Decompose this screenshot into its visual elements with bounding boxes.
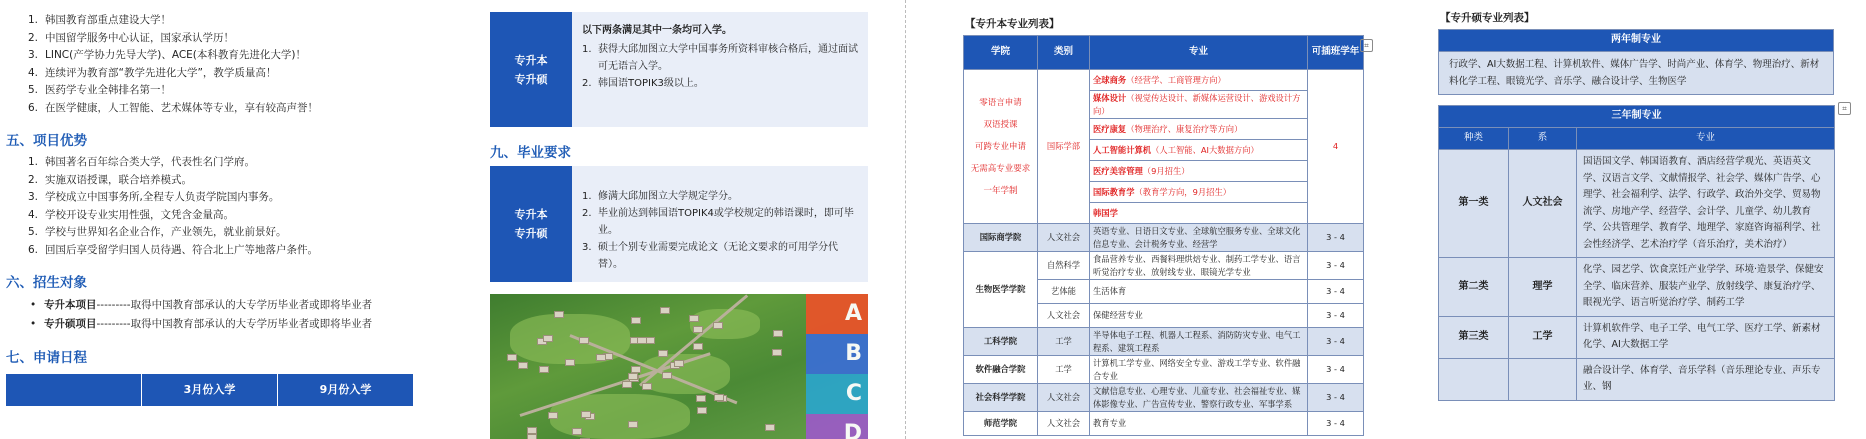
map-building [518, 362, 528, 369]
intl-major-name: 国际教育学 [1093, 186, 1135, 197]
map-building [765, 424, 775, 431]
item-text: LINC(产学协力先导大学)、ACE(本科教育先进化大学)！ [45, 49, 306, 61]
item-number: 4. [28, 208, 39, 221]
years-cell: 3 - 4 [1308, 356, 1364, 384]
majors-cell: 食品营养专业、西餐料理烘焙专业、制药工学专业、语言听觉治疗专业、放射线专业、眼镜光学专业 [1090, 252, 1308, 280]
section-9-title: 九、毕业要求 [490, 145, 571, 161]
college-cell: 软件融合学院 [964, 356, 1038, 384]
section-5-title: 五、项目优势 [6, 133, 87, 149]
intl-major-name: 人工智能计算机 [1093, 144, 1152, 155]
item-text: 在医学健康，人工智能、艺术媒体等专业，享有较高声誉！ [45, 101, 318, 114]
table-row [964, 252, 1364, 280]
admission-head: 以下两条满足其中一条均可入学。 [582, 25, 732, 36]
years-cell: 3 - 4 [1308, 224, 1364, 252]
intl-major-note: （人工智能、AI大数据方向） [1151, 144, 1259, 155]
item-text: 实施双语授课，联合培养模式。 [45, 173, 192, 186]
schedule-header-september: 9月份入学 [278, 374, 414, 406]
years-cell: 3 - 4 [1308, 252, 1364, 280]
highlight-item [28, 30, 470, 48]
upgrade-table-title: 【专升本专业列表】 [965, 18, 1060, 30]
years-cell: 3 - 4 [1308, 304, 1364, 328]
majors-cell: 保健经营专业 [1090, 304, 1308, 328]
advantage-item [28, 207, 470, 225]
intl-major-cell [1090, 161, 1308, 182]
graduation-requirements [490, 166, 868, 282]
page-column-1 [0, 0, 470, 439]
item-number: 5. [28, 226, 39, 238]
majors-cell: 生活体育 [1090, 280, 1308, 304]
intl-major-cell [1090, 119, 1308, 140]
map-legend-letter: D [806, 414, 868, 439]
map-building [689, 315, 699, 322]
category-cell: 人文社会 [1038, 304, 1090, 328]
map-building [637, 337, 647, 344]
item-text: 硕士个别专业需要完成论文（无论文要求的可用学分代替）。 [598, 242, 838, 270]
category-cell: 工学 [1038, 328, 1090, 356]
majors-cell: 计算机软件学、电子工学、电气工学、医疗工学、新素材化学、AI大数据工学 [1577, 316, 1835, 358]
bullet-icon: • [30, 318, 37, 330]
map-building [642, 383, 652, 390]
intl-major-note: （视觉传达设计、新媒体运营设计、游戏设计方向） [1093, 93, 1301, 116]
item-text: 学校与世界知名企业合作，产业领先，就业前景好。 [45, 226, 287, 238]
intl-major-name: 媒体设计 [1093, 93, 1127, 103]
highlight-item [28, 47, 470, 65]
label-line: 专升硕 [514, 227, 548, 240]
schedule-header-blank [6, 374, 142, 406]
map-building [548, 412, 558, 419]
item-number: 1. [582, 44, 592, 55]
page-column-4 [1430, 0, 1866, 439]
graduation-label [490, 166, 572, 282]
page-column-2 [490, 0, 870, 439]
item-number: 2. [582, 78, 592, 89]
table-row [964, 384, 1364, 412]
map-building [696, 395, 706, 402]
table-row [1439, 150, 1835, 258]
item-number: 1. [28, 156, 39, 168]
years-cell: 3 - 4 [1308, 328, 1364, 356]
highlight-item [28, 100, 470, 118]
expand-icon[interactable]: ⌗ [1838, 102, 1851, 115]
intl-college-line: 双语授课 [983, 119, 1018, 130]
map-building [527, 434, 537, 439]
category-cell: 自然科学 [1038, 252, 1090, 280]
highlight-item [28, 65, 470, 83]
map-building [674, 360, 684, 367]
table-row [964, 70, 1364, 91]
item-number: 3. [28, 191, 39, 203]
schedule-header-march: 3月份入学 [142, 374, 278, 406]
advantage-item [28, 172, 470, 190]
table-row [1439, 316, 1835, 358]
bullet-icon: • [30, 299, 37, 311]
intl-major-note: （经营学、工商管理方向） [1126, 74, 1226, 85]
item-number: 5. [28, 84, 39, 96]
requirement-item [582, 205, 860, 239]
label-line: 专升本 [514, 53, 548, 67]
college-cell: 国际商学院 [964, 224, 1038, 252]
map-building [713, 322, 723, 329]
map-building [660, 307, 670, 314]
category-cell: 工学 [1038, 356, 1090, 384]
item-number: 6. [28, 101, 39, 114]
kind-cell: 第三类 [1439, 316, 1509, 358]
intl-college-line: 无需高专业要求 [970, 163, 1031, 174]
item-text: 修满大邱加图立大学规定学分。 [598, 191, 738, 202]
item-text: 学校成立中国事务所,全程专人负责学院国内事务。 [45, 191, 280, 203]
advantage-item [28, 189, 470, 207]
expand-icon[interactable]: ⌗ [1360, 39, 1373, 52]
years-cell: 3 - 4 [1308, 384, 1364, 412]
target-program: 专升硕项目 [44, 318, 97, 330]
item-number: 2. [28, 31, 39, 44]
highlight-item [28, 12, 470, 30]
map-building [527, 427, 537, 434]
majors-cell: 化学、园艺学、饮食烹饪产业学学、环境·造景学、保健安全学、临床营养、服装产业学、放射线学、康复治疗学、眼视光学、语言听觉治疗学、制药工学 [1577, 258, 1835, 317]
item-text: 韩国语TOPIK3级以上。 [598, 78, 704, 89]
item-text: 韩国著名百年综合类大学，代表性名门学府。 [45, 156, 255, 168]
page-column-3 [955, 0, 1375, 439]
page-divider [905, 0, 906, 439]
advantages-list [0, 154, 470, 259]
intl-major-note: （物理治疗、康复治疗等方向） [1126, 123, 1243, 134]
section-7-title: 七、申请日程 [6, 350, 87, 366]
category-cell: 人文社会 [1038, 384, 1090, 412]
item-text: 获得大邱加图立大学中国事务所资料审核合格后，通过面试可无语言入学。 [598, 44, 858, 72]
advantage-item [28, 242, 470, 260]
item-text: 中国留学服务中心认证，国家承认学历！ [45, 31, 234, 44]
schedule-header [6, 374, 414, 406]
table-row [1439, 358, 1835, 400]
map-building [507, 354, 517, 361]
kind-cell [1439, 358, 1509, 400]
campus-map-image [490, 294, 868, 439]
map-building [581, 411, 591, 418]
highlight-item [28, 82, 470, 100]
target-text: ---------取得中国教育部承认的大专学历毕业者或即将毕业者 [96, 299, 373, 311]
kind-cell: 第二类 [1439, 258, 1509, 317]
majors-cell: 英语专业、日语日文专业、全球航空服务专业、全球文化信息专业、会计税务专业、经营学 [1090, 224, 1308, 252]
map-building [773, 330, 783, 337]
intl-college-line: 可跨专业申请 [974, 141, 1026, 152]
category-cell: 人文社会 [1038, 412, 1090, 436]
target-item [30, 315, 470, 334]
header-kind: 种类 [1439, 128, 1509, 150]
intl-major-note: （教育学方向，9月招生） [1134, 186, 1232, 197]
dept-cell: 理学 [1509, 258, 1577, 317]
majors-cell: 半导体电子工程、机器人工程系、消防防灾专业、电气工程系、建筑工程系 [1090, 328, 1308, 356]
map-building [658, 350, 668, 357]
label-line: 专升本 [514, 208, 548, 221]
graduation-body [572, 166, 868, 282]
category-cell: 艺体能 [1038, 280, 1090, 304]
item-number: 3. [28, 49, 39, 61]
item-text: 连续评为教育部“教学先进化大学”，教学质量高！ [45, 66, 277, 79]
label-line: 专升硕 [514, 72, 548, 86]
map-building [697, 407, 707, 414]
intl-major-name: 韩国学 [1093, 207, 1118, 218]
majors-cell: 融合设计学、体育学、音乐学科（音乐理论专业、声乐专业、钢 [1577, 358, 1835, 400]
category-cell: 人文社会 [1038, 224, 1090, 252]
header-dept: 系 [1509, 128, 1577, 150]
table-row [1439, 258, 1835, 317]
majors-cell: 计算机工学专业、网络安全专业、游戏工学专业、软件融合专业 [1090, 356, 1308, 384]
intl-major-note: （9月招生） [1142, 165, 1190, 176]
map-building [628, 373, 638, 380]
item-number: 2. [582, 208, 592, 219]
table-row [964, 412, 1364, 436]
table-row [964, 224, 1364, 252]
item-text: 韩国教育部重点建设大学！ [45, 14, 171, 26]
map-building [772, 349, 782, 356]
requirement-item [582, 188, 860, 205]
header-years: 可插班学年 [1308, 36, 1364, 70]
intl-category-cell: 国际学部 [1038, 70, 1090, 224]
map-building [693, 326, 703, 333]
master-table-title: 【专升硕专业列表】 [1440, 12, 1535, 24]
map-building [579, 337, 589, 344]
map-legend-letter: C [806, 374, 868, 414]
target-text: ---------取得中国教育部承认的大专学历毕业者或即将毕业者 [96, 318, 373, 330]
upgrade-majors-table [963, 35, 1364, 436]
header-majors: 专业 [1577, 128, 1835, 150]
table-row [964, 328, 1364, 356]
header-major: 专业 [1090, 36, 1308, 70]
intl-years-cell: 4 [1308, 70, 1364, 224]
majors-cell: 教育专业 [1090, 412, 1308, 436]
map-legend [806, 294, 868, 439]
item-number: 6. [28, 243, 39, 256]
item-number: 3. [582, 242, 592, 253]
item-number: 1. [582, 191, 592, 202]
admission-body [572, 12, 868, 127]
intl-major-cell [1090, 140, 1308, 161]
intl-major-name: 全球商务 [1093, 74, 1127, 85]
two-year-table [1438, 29, 1834, 95]
map-legend-letter: A [806, 294, 868, 334]
item-number: 1. [28, 14, 39, 26]
intl-college-cell [964, 70, 1038, 224]
college-cell: 工科学院 [964, 328, 1038, 356]
map-building [554, 311, 564, 318]
intl-major-cell [1090, 182, 1308, 203]
intl-major-cell [1090, 91, 1308, 119]
majors-cell: 国语国文学、韩国语教育、酒店经营学观光、英语英文学、汉语言文学、文献情报学、社会学、媒体广告学、心理学、社会福利学、法学、行政学、政治外交学、贸易物流学、房地产学、经营学、会计学、儿童学、幼儿教育学、公共管理学、教育学、地理学、家庭咨询福利学、社会性经济学、艺术治疗学（音乐治疗，美术治疗） [1577, 150, 1835, 258]
majors-cell: 文献信息专业、心理专业、儿童专业、社会福祉专业、媒体影像专业、广告宣传专业、警察行政专业、军事学系 [1090, 384, 1308, 412]
intl-major-name: 医疗康复 [1093, 123, 1127, 134]
two-year-caption: 两年制专业 [1439, 30, 1834, 52]
intl-college-line: 零语言申请 [979, 97, 1022, 108]
intl-major-cell [1090, 70, 1308, 91]
map-building [622, 381, 632, 388]
intl-major-name: 医疗美容管理 [1093, 165, 1143, 176]
item-text: 回国后享受留学归国人员待遇、符合北上广等地落户条件。 [45, 243, 318, 256]
item-text: 学校开设专业实用性强，文凭含金量高。 [45, 208, 234, 221]
map-building [572, 428, 582, 435]
map-building [543, 335, 553, 342]
years-cell: 3 - 4 [1308, 280, 1364, 304]
years-cell: 3 - 4 [1308, 412, 1364, 436]
map-building [662, 372, 672, 379]
dept-cell [1509, 358, 1577, 400]
three-year-table [1438, 105, 1835, 401]
map-building [631, 366, 641, 373]
requirement-item [582, 239, 860, 273]
map-building [596, 354, 606, 361]
map-building [539, 366, 549, 373]
map-greenery [550, 394, 690, 439]
advantage-item [28, 224, 470, 242]
header-category: 类别 [1038, 36, 1090, 70]
kind-cell: 第一类 [1439, 150, 1509, 258]
college-cell: 师范学院 [964, 412, 1038, 436]
college-cell: 生物医学学院 [964, 252, 1038, 328]
requirement-item [582, 75, 860, 92]
target-list [0, 296, 470, 334]
section-6-title: 六、招生对象 [6, 275, 87, 291]
header-college: 学院 [964, 36, 1038, 70]
highlights-list [0, 12, 470, 117]
item-text: 医药学专业全韩排名第一！ [45, 84, 171, 96]
map-building [714, 394, 724, 401]
target-program: 专升本项目 [44, 299, 97, 311]
map-building [565, 359, 575, 366]
two-year-majors: 行政学、AI大数据工程、计算机软件、媒体广告学、时尚产业、体育学、物理治疗、新材料化学工程、眼镜光学、音乐学、融合设计学、生物医学 [1439, 52, 1834, 95]
map-building [631, 317, 641, 324]
advantage-item [28, 154, 470, 172]
item-number: 4. [28, 66, 39, 79]
requirement-item [582, 41, 860, 75]
target-item [30, 296, 470, 315]
intl-major-cell [1090, 203, 1308, 224]
college-cell: 社会科学学院 [964, 384, 1038, 412]
admission-label [490, 12, 572, 127]
dept-cell: 工学 [1509, 316, 1577, 358]
item-text: 毕业前达到韩国语TOPIK4或学校规定的韩语课时，即可毕业。 [598, 208, 854, 236]
table-row [964, 356, 1364, 384]
map-building [693, 343, 703, 350]
map-legend-letter: B [806, 334, 868, 374]
item-number: 2. [28, 173, 39, 186]
admission-requirements [490, 12, 868, 127]
dept-cell: 人文社会 [1509, 150, 1577, 258]
intl-college-line: 一年学制 [983, 185, 1018, 196]
three-year-caption: 三年制专业 [1439, 106, 1835, 128]
map-building [628, 421, 638, 428]
